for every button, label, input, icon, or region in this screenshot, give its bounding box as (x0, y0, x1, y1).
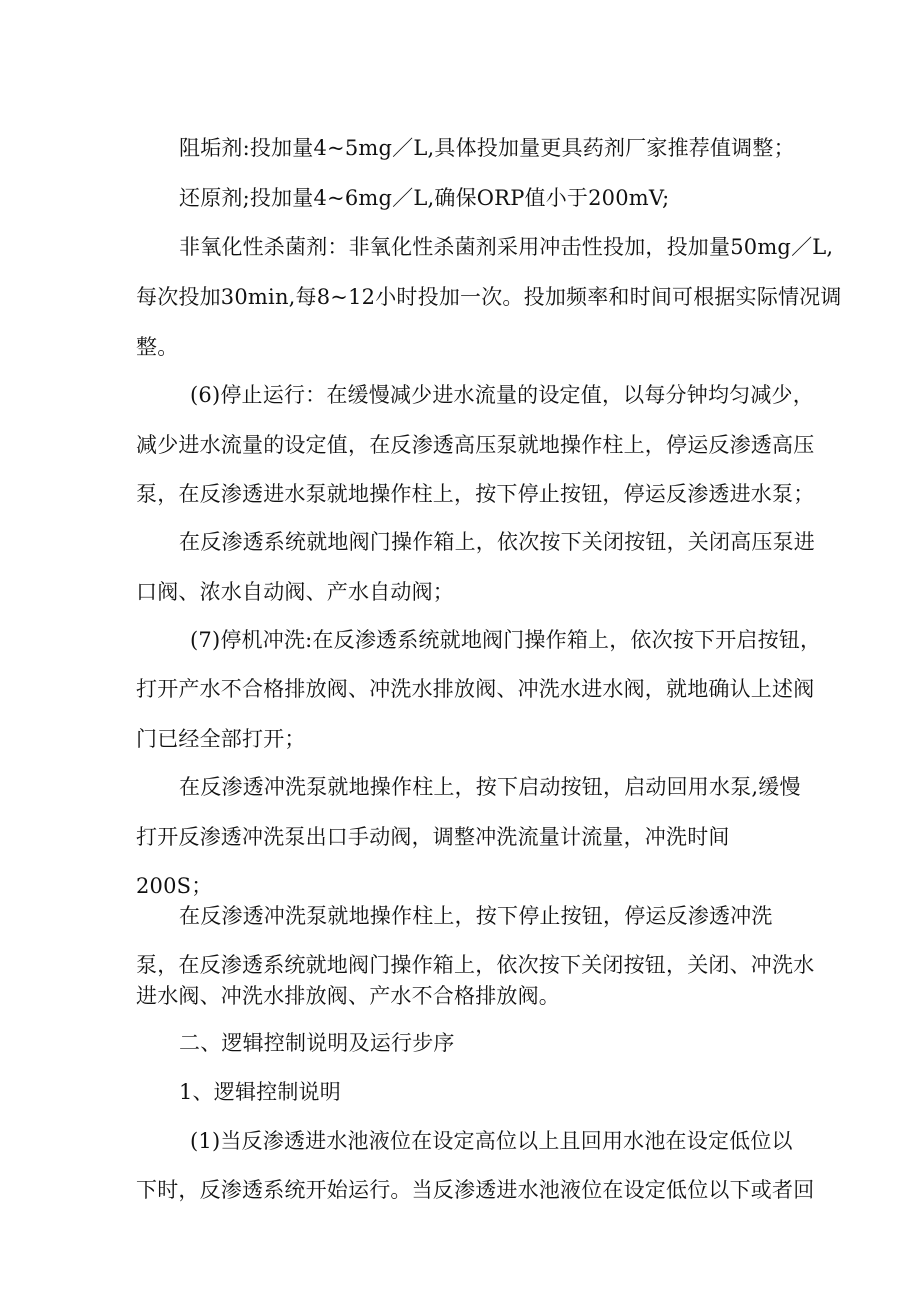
text-line: 泵，在反渗透进水泵就地操作柱上，按下停止按钮，停运反渗透进水泵； (136, 482, 815, 506)
text-line: 还原剂;投加量4~6mg／L,确保ORP值小于200mV; (179, 186, 670, 210)
text-line: (1)当反渗透进水池液位在设定高位以上且回用水池在设定低位以 (190, 1129, 793, 1153)
text-line: (7)停机冲洗:在反渗透系统就地阀门操作箱上，依次按下开启按钮， (190, 628, 822, 652)
text-line: 在反渗透冲洗泵就地操作柱上，按下停止按钮，停运反渗透冲洗 (179, 904, 773, 928)
text-line: 进水阀、冲洗水排放阀、产水不合格排放阀。 (136, 984, 560, 1008)
text-line: 每次投加30min,每8~12小时投加一次。投加频率和时间可根据实际情况调 (136, 285, 842, 309)
text-line: 整。 (136, 335, 179, 359)
text-line: 泵，在反渗透系统就地阀门操作箱上，依次按下关闭按钮，关闭、冲洗水 (136, 953, 815, 977)
text-line: 在反渗透系统就地阀门操作箱上，依次按下关闭按钮，关闭高压泵进 (179, 530, 815, 554)
text-line: 打开产水不合格排放阀、冲洗水排放阀、冲洗水进水阀，就地确认上述阀 (136, 677, 815, 701)
text-line: 减少进水流量的设定值，在反渗透高压泵就地操作柱上，停运反渗透高压 (136, 433, 815, 457)
text-line: 下时，反渗透系统开始运行。当反渗透进水池液位在设定低位以下或者回 (136, 1178, 815, 1202)
subsection-heading: 1、逻辑控制说明 (179, 1080, 341, 1104)
section-heading: 二、逻辑控制说明及运行步序 (179, 1031, 455, 1055)
text-line: 在反渗透冲洗泵就地操作柱上，按下启动按钮，启动回用水泵,缓慢 (179, 775, 801, 799)
text-line: 非氧化性杀菌剂：非氧化性杀菌剂采用冲击性投加，投加量50mg／L, (179, 235, 834, 259)
text-line: 阻垢剂:投加量4~5mg／L,具体投加量更具药剂厂家推荐值调整； (179, 136, 795, 160)
text-line: 口阀、浓水自动阀、产水自动阀； (136, 580, 454, 604)
text-line: (6)停止运行：在缓慢减少进水流量的设定值，以每分钟均匀减少， (190, 383, 814, 407)
text-line: 打开反渗透冲洗泵出口手动阀，调整冲洗流量计流量，冲洗时间 (136, 825, 730, 849)
text-line: 200S； (136, 874, 213, 898)
text-line: 门已经全部打开； (136, 727, 306, 751)
